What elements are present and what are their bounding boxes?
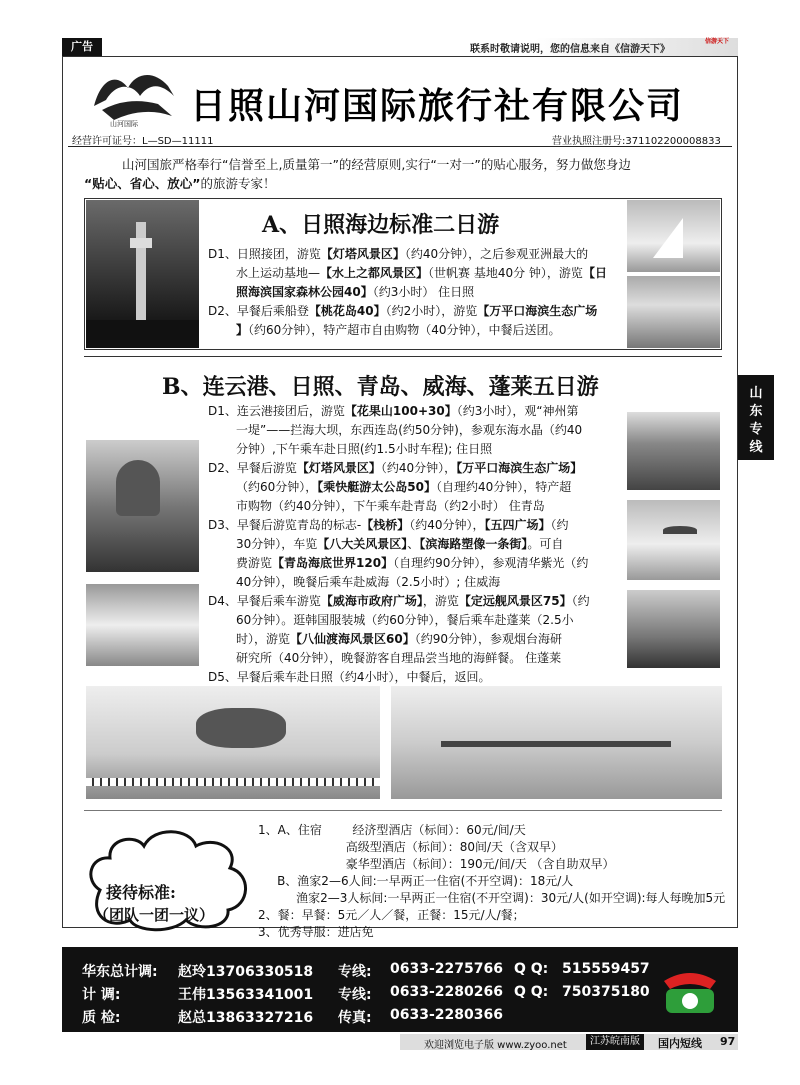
itinerary-text: （自理约90分钟），参观清华紫光（约 xyxy=(393,556,589,570)
itinerary-line xyxy=(208,459,628,478)
attraction-name: 【威海市政府广场】 xyxy=(320,594,423,608)
contact-role-2: 计 调: xyxy=(82,987,121,1003)
itinerary-text: D1、日照接团，游览 xyxy=(208,247,321,261)
itinerary-text: （约 xyxy=(550,518,569,532)
itinerary-text: D4、早餐后乘车游览 xyxy=(208,594,321,608)
itinerary-line xyxy=(208,264,624,283)
itinerary-text: 、 xyxy=(407,537,420,551)
beach-umbrella-photo xyxy=(627,500,720,580)
attraction-name: 【五四广场】 xyxy=(484,518,551,532)
page-number: 97 xyxy=(720,1035,736,1048)
telephone-icon xyxy=(660,961,724,1021)
itinerary-line xyxy=(208,321,624,340)
buddha-statue-photo xyxy=(86,440,199,572)
standard-item: 高级型酒店（标间）：80间/天（含双早） xyxy=(258,840,564,854)
itinerary-text: （约40分钟）， xyxy=(380,461,457,475)
itinerary-text: 。可自 xyxy=(527,537,564,551)
photo-divider xyxy=(84,810,722,811)
intro-slogan: “贴心、省心、放心” xyxy=(84,176,201,191)
itinerary-line xyxy=(208,573,628,592)
contact-line-2: 0633-2280266 xyxy=(390,984,503,1000)
itinerary-text: 分钟）,下午乘车赴日照(约1.5小时车程); 住日照 xyxy=(236,442,493,456)
contact-line-1: 0633-2275766 xyxy=(390,961,503,977)
itinerary-line xyxy=(208,478,628,497)
itinerary-text: （约60分钟），特产超市自由购物（40分钟），中餐后送团。 xyxy=(248,323,561,337)
attraction-name: 【八大关风景区】 xyxy=(317,537,408,551)
itinerary-text: 费游览 xyxy=(236,556,273,570)
standard-item: B、渔家2—6人间:一早两正一住宿(不开空调)：18元/人 xyxy=(258,874,574,888)
contact-person-1: 赵玲13706330518 xyxy=(178,964,314,980)
attraction-name: 【灯塔风景区】 xyxy=(320,247,405,261)
itinerary-text: 水上运动基地— xyxy=(236,266,321,280)
standard-item: 渔家2—3人标间:一早两正一住宿(不开空调)：30元/人(如开空调):每人每晚加5元 xyxy=(258,891,726,905)
itinerary-line xyxy=(208,245,624,264)
itinerary-text: 60分钟）。逛韩国服装城（约60分钟），餐后乘车赴蓬莱（2.5小 xyxy=(236,613,574,627)
logo-caption: 山河国际 xyxy=(110,120,138,128)
contact-line-label-1: 专线: xyxy=(338,964,372,980)
contact-qq-label-1: Q Q: xyxy=(514,961,549,977)
standard-item: 3、优秀导服：进店免 xyxy=(258,925,374,939)
standard-item: 豪华型酒店（标间）：190元/间/天 （含自助双早） xyxy=(258,857,615,871)
itinerary-line xyxy=(208,283,624,302)
attraction-name: 【灯塔风景区】 xyxy=(296,461,381,475)
itinerary-text: 研究所（40分钟），晚餐游客自理品尝当地的海鲜餐。 住蓬莱 xyxy=(236,651,562,665)
itinerary-line xyxy=(208,611,628,630)
itinerary-text: 市购物（约40分钟），下午乘车赴青岛（约2小时） 住青岛 xyxy=(236,499,545,513)
attraction-name: 【桃花岛40】 xyxy=(308,304,386,318)
route-a-itinerary xyxy=(208,245,624,340)
side-tab xyxy=(738,375,774,460)
itinerary-line xyxy=(208,497,628,516)
contact-line-label-2: 专线: xyxy=(338,987,372,1003)
contact-qq-2: 750375180 xyxy=(562,984,650,1000)
itinerary-line xyxy=(208,402,628,421)
itinerary-text: 40分钟），晚餐后乘车赴威海（2.5小时）; 住威海 xyxy=(236,575,501,589)
header-divider xyxy=(68,146,732,147)
contact-line-3: 0633-2280366 xyxy=(390,1007,503,1023)
itinerary-line xyxy=(208,302,624,321)
itinerary-line xyxy=(208,554,628,573)
itinerary-line xyxy=(208,516,628,535)
itinerary-text: （约 xyxy=(571,594,590,608)
attraction-name: 【八仙渡海风景区60】 xyxy=(290,632,415,646)
standards-list xyxy=(258,822,730,941)
itinerary-text: （约2小时），游览 xyxy=(385,304,478,318)
contact-role-3: 质 检: xyxy=(82,1010,121,1026)
itinerary-text: D5、早餐后乘车赴日照（约4小时），中餐后，返回。 xyxy=(208,670,491,684)
contact-person-3: 赵总13863327216 xyxy=(178,1010,314,1026)
contact-role-1: 华东总计调: xyxy=(82,964,158,980)
attraction-name: 【水上之都风景区】 xyxy=(320,266,429,280)
attraction-name: 照海滨国家森林公园40】 xyxy=(236,285,373,299)
contact-bar xyxy=(62,947,738,1032)
sculpture-photo xyxy=(86,686,380,799)
side-tab-label: 山东专线 xyxy=(749,386,763,455)
attraction-name: 】 xyxy=(236,323,249,337)
attraction-name: 【定远舰风景区75】 xyxy=(458,594,572,608)
magazine-logo: 信游天下 xyxy=(705,38,730,45)
footer-edition: 江苏皖南版 xyxy=(586,1034,644,1050)
itinerary-text: 时），游览 xyxy=(236,632,291,646)
contact-line-label-3: 传真: xyxy=(338,1010,372,1026)
itinerary-line xyxy=(208,421,628,440)
itinerary-line xyxy=(208,668,628,687)
company-name: 日照山河国际旅行社有限公司 xyxy=(190,86,685,127)
contact-qq-1: 515559457 xyxy=(562,961,650,977)
contact-person-2: 王伟13563341001 xyxy=(178,987,314,1003)
itinerary-line xyxy=(208,440,628,459)
itinerary-text: （约40分钟）， xyxy=(409,518,485,532)
attraction-name: 【花果山100+30】 xyxy=(344,404,457,418)
itinerary-text: D2、早餐后乘船登 xyxy=(208,304,309,318)
coastal-bridge-photo xyxy=(391,686,722,799)
attraction-name: 【乘快艇游太公岛50】 xyxy=(317,480,436,494)
route-a-title: A、日照海边标准二日游 xyxy=(262,212,500,238)
itinerary-text: （世帆赛 基地40分 钟），游览 xyxy=(428,266,583,280)
itinerary-text: D3、早餐后游览青岛的标志- xyxy=(208,518,362,532)
standards-subtitle: （团队一团一议） xyxy=(94,906,215,924)
intro-text xyxy=(84,155,724,193)
standard-item: 1、A、住宿 经济型酒店（标间）：60元/间/天 xyxy=(258,823,526,837)
footer-browse: 欢迎浏览电子版 www.zyoo.net xyxy=(424,1040,567,1051)
itinerary-text: （约90分钟），参观烟台海研 xyxy=(414,632,562,646)
itinerary-text: ，游览 xyxy=(422,594,459,608)
itinerary-text: （自理约40分钟），特产超 xyxy=(435,480,572,494)
beach-crowd-photo xyxy=(627,276,720,348)
sail-structure-photo xyxy=(627,200,720,272)
standards-title: 接待标准: xyxy=(106,883,176,902)
registration-number: 营业执照注册号:371102200008833 xyxy=(552,136,721,147)
itinerary-text: 一堤”——拦海大坝，东西连岛(约50分钟)，参观东海水晶（约40 xyxy=(236,423,583,437)
attraction-name: 【万平口海滨生态广场】 xyxy=(456,461,583,475)
attraction-name: 【万平口海滨生态广场 xyxy=(477,304,598,318)
footer-bar xyxy=(400,1034,738,1050)
license-number: 经营许可证号：L—SD—11111 xyxy=(72,136,214,147)
standard-item: 2、餐：早餐：5元／人／餐，正餐：15元/人/餐； xyxy=(258,908,525,922)
itinerary-text: （约3小时） 住日照 xyxy=(372,285,475,299)
square-photo xyxy=(86,584,199,666)
attraction-name: 【滨海路塑像一条街】 xyxy=(419,537,528,551)
intro-line-1: 山河国旅严格奉行“信誉至上,质量第一”的经营原则,实行“一对一”的贴心服务，努力做您身边 xyxy=(122,157,631,172)
itinerary-line xyxy=(208,592,628,611)
footer-section: 国内短线 xyxy=(658,1037,702,1050)
itinerary-text: D2、早餐后游览 xyxy=(208,461,297,475)
contact-qq-label-2: Q Q: xyxy=(514,984,549,1000)
itinerary-line xyxy=(208,535,628,554)
mountain-photo xyxy=(627,412,720,490)
intro-line-2-rest: 的旅游专家！ xyxy=(200,176,276,191)
company-logo-icon xyxy=(88,66,180,128)
ad-tag: 广告 xyxy=(62,38,102,56)
itinerary-text: （约40分钟），之后参观亚洲最大的 xyxy=(404,247,589,261)
itinerary-text: D1、连云港接团后，游览 xyxy=(208,404,345,418)
attraction-name: 【青岛海底世界120】 xyxy=(272,556,394,570)
bridge-photo xyxy=(627,590,720,668)
source-note: 联系时敬请说明，您的信息来自《信游天下》 xyxy=(470,44,670,55)
itinerary-line xyxy=(208,630,628,649)
attraction-name: 【栈桥】 xyxy=(361,518,410,532)
intro-line-2 xyxy=(84,174,724,193)
route-b-itinerary xyxy=(208,402,628,687)
itinerary-line xyxy=(208,649,628,668)
itinerary-text: （约60分钟）， xyxy=(236,480,318,494)
itinerary-text: 30分钟），车览 xyxy=(236,537,318,551)
lighthouse-photo xyxy=(86,200,199,348)
route-b-title: B、连云港、日照、青岛、威海、蓬莱五日游 xyxy=(162,374,599,400)
itinerary-text: （约3小时），观“神州第 xyxy=(456,404,579,418)
attraction-name: 【日 xyxy=(582,266,607,280)
